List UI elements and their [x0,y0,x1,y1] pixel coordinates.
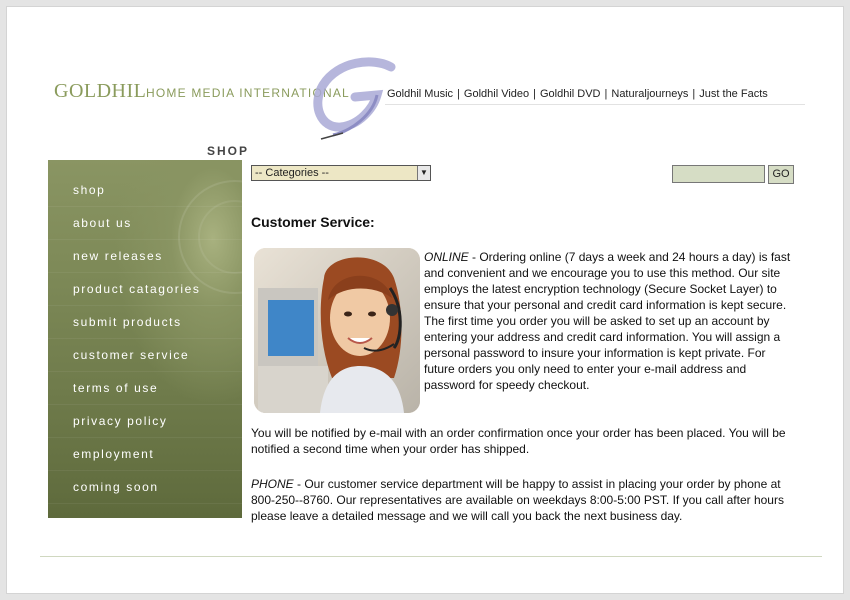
dropdown-arrow-icon[interactable]: ▼ [417,166,430,180]
sidebar-item-coming-soon[interactable]: coming soon [48,471,242,504]
nav-naturaljourneys[interactable]: Naturaljourneys [611,88,689,100]
online-text: - Ordering online (7 days a week and 24 hours a day) is fast and convenient and we encourage you to use this method. Our site employs the latest encryption technology (Secure Socket Layer) to ensure that your personal and credit card information is kept secure. The first time you order you will be asked to set up an account by entering your address and credit card information. You will assign a personal password to insure your information is kept private. For future orders you only need to enter your e-mail address and password for speedy checkout. [424,250,791,392]
go-button[interactable]: GO [768,165,794,184]
footer-divider [40,556,822,557]
phone-ordering-paragraph [251,476,799,524]
nav-goldhil-music[interactable]: Goldhil Music [387,88,454,100]
nav-divider [385,104,805,105]
nav-separator: | [692,88,696,100]
sidebar [48,160,242,518]
nav-goldhil-video[interactable]: Goldhil Video [463,88,530,100]
nav-goldhil-dvd[interactable]: Goldhil DVD [539,88,601,100]
shop-label: SHOP [207,144,250,158]
sidebar-item-employment[interactable]: employment [48,438,242,471]
phone-text: - Our customer service department will be happy to assist in placing your order by phone at 800-250--8760. Our representatives are available on weekdays 8:00-5:00 PST. If you call after hours please leave a detailed message and we will call you back the next business day. [251,477,784,523]
online-ordering-paragraph [424,249,799,393]
sidebar-item-about-us[interactable]: about us [48,207,242,240]
page-title: Customer Service: [251,214,375,230]
sidebar-item-shop[interactable]: shop [48,174,242,207]
page [6,6,844,594]
top-navigation [387,88,768,100]
sidebar-menu [48,174,242,504]
search-input[interactable] [672,165,765,183]
customer-service-agent-image [254,248,420,413]
notification-paragraph: You will be notified by e-mail with an order confirmation once your order has been placed. You will be notified a second time when your order has shipped. [251,426,786,456]
sidebar-item-new-releases[interactable]: new releases [48,240,242,273]
nav-separator: | [533,88,536,100]
sidebar-item-privacy-policy[interactable]: privacy policy [48,405,242,438]
nav-separator: | [457,88,460,100]
sidebar-item-product-categories[interactable]: product catagories [48,273,242,306]
sidebar-item-submit-products[interactable]: submit products [48,306,242,339]
phone-label: PHONE [251,477,294,491]
logo-subtitle: HOME MEDIA INTERNATIONAL [146,86,350,100]
categories-select[interactable] [251,165,431,181]
customer-service-photo [254,248,420,413]
logo-g-icon[interactable] [303,57,407,143]
nav-just-the-facts[interactable]: Just the Facts [699,88,768,100]
categories-select-value: -- Categories -- [255,167,329,179]
online-label: ONLINE [424,250,469,264]
nav-separator: | [604,88,608,100]
sidebar-item-terms-of-use[interactable]: terms of use [48,372,242,405]
logo-wordmark[interactable]: GOLDHIL [54,80,147,102]
sidebar-item-customer-service[interactable]: customer service [48,339,242,372]
